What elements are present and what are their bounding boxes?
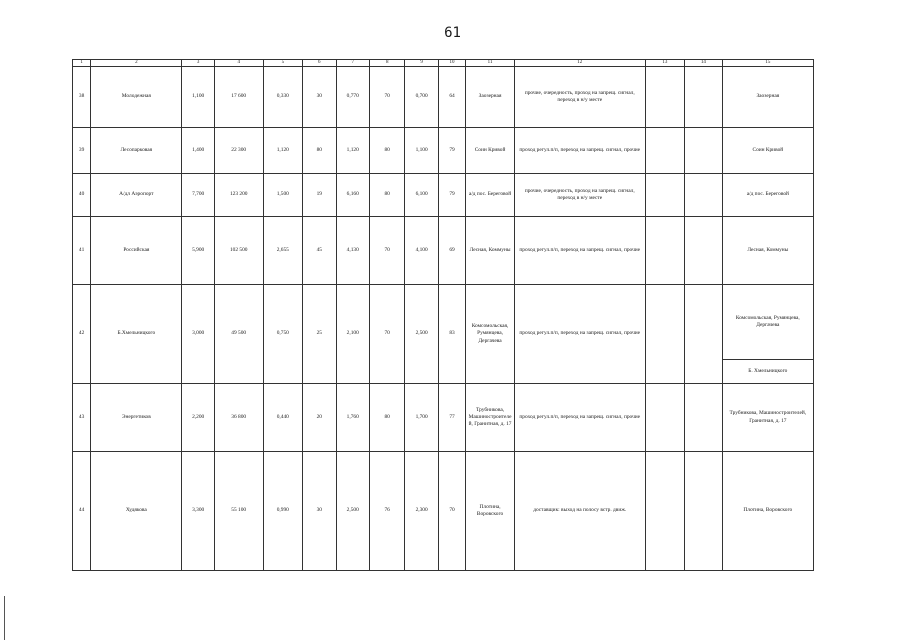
column-header: 8 — [369, 60, 404, 67]
header-row — [73, 60, 814, 67]
location-cell: Лесная, Коммуны — [466, 217, 515, 285]
cell-value: 102 500 — [214, 217, 263, 285]
street-name: Худякова — [91, 452, 182, 571]
cell-value: 7,700 — [182, 174, 214, 217]
cell-value: 17 600 — [214, 67, 263, 128]
cell-value: 1,400 — [182, 128, 214, 174]
column-header: 13 — [645, 60, 685, 67]
cell-value: 55 100 — [214, 452, 263, 571]
cell-value: 83 — [438, 285, 465, 384]
empty-cell — [685, 67, 723, 128]
cell-value: 69 — [438, 217, 465, 285]
table-row — [73, 128, 814, 174]
row-number: 41 — [73, 217, 91, 285]
location-cell: Заозерная — [466, 67, 515, 128]
cell-value: 77 — [438, 384, 465, 452]
violation-cell: прочие, очередность, проход на запрещ. сигнал, переход в н/у месте — [514, 174, 645, 217]
column-header: 12 — [514, 60, 645, 67]
column-header: 11 — [466, 60, 515, 67]
column-header: 14 — [685, 60, 723, 67]
cell-value: 4,100 — [405, 217, 438, 285]
cell-value: 80 — [369, 128, 404, 174]
location-cell: Трубникова, Машиностроителей, Гранитная, д. 17 — [722, 384, 813, 452]
cell-value: 2,300 — [405, 452, 438, 571]
table-row — [73, 452, 814, 571]
empty-cell — [685, 217, 723, 285]
column-header: 15 — [722, 60, 813, 67]
cell-value: 76 — [369, 452, 404, 571]
location-cell: Лесная, Коммуны — [722, 217, 813, 285]
street-name: Лесопарковая — [91, 128, 182, 174]
cell-value: 2,655 — [263, 217, 303, 285]
cell-value: 79 — [438, 128, 465, 174]
cell-value: 3,300 — [182, 452, 214, 571]
violation-cell: доставщик: выход на полосу встр. движ. — [514, 452, 645, 571]
cell-value: 79 — [438, 174, 465, 217]
cell-value: 22 300 — [214, 128, 263, 174]
page-number: 61 — [444, 25, 461, 41]
table-row — [73, 67, 814, 128]
empty-cell — [645, 174, 685, 217]
location-cell: Плотина, Воровского — [466, 452, 515, 571]
location-cell: а/д пос. Береговой — [466, 174, 515, 217]
cell-value: 30 — [303, 67, 336, 128]
cell-value: 0,770 — [336, 67, 369, 128]
cell-value: 1,100 — [405, 128, 438, 174]
cell-value: 5,900 — [182, 217, 214, 285]
cell-value: 30 — [303, 452, 336, 571]
location-cell: Плотина, Воровского — [722, 452, 813, 571]
table-row — [73, 285, 814, 360]
cell-value: 0,440 — [263, 384, 303, 452]
violation-cell: проход регул.п/п, переход на запрещ. сигнал, прочие — [514, 128, 645, 174]
column-header: 1 — [73, 60, 91, 67]
cell-value: 1,760 — [336, 384, 369, 452]
column-header: 9 — [405, 60, 438, 67]
violation-cell: проход регул.п/п, переход на запрещ. сигнал, прочие — [514, 285, 645, 384]
column-header: 10 — [438, 60, 465, 67]
table-row — [73, 384, 814, 452]
cell-value: 36 800 — [214, 384, 263, 452]
column-header: 6 — [303, 60, 336, 67]
column-header: 5 — [263, 60, 303, 67]
cell-value: 19 — [303, 174, 336, 217]
empty-cell — [685, 452, 723, 571]
location-cell: Соин Кривой — [722, 128, 813, 174]
data-table — [72, 59, 814, 571]
scan-edge-mark — [4, 596, 5, 640]
cell-value: 4,130 — [336, 217, 369, 285]
empty-cell — [685, 128, 723, 174]
cell-value: 45 — [303, 217, 336, 285]
location-cell: Комсомольская, Румянцева, Дергачева — [466, 285, 515, 384]
row-number: 39 — [73, 128, 91, 174]
street-name: Б.Хмельницкого — [91, 285, 182, 384]
location-cell: Заозерная — [722, 67, 813, 128]
cell-value: 49 500 — [214, 285, 263, 384]
cell-value: 6,160 — [336, 174, 369, 217]
cell-value: 1,700 — [405, 384, 438, 452]
column-header: 2 — [91, 60, 182, 67]
cell-value: 80 — [369, 174, 404, 217]
location-cell: Б. Хмельницкого — [722, 360, 813, 384]
violation-cell: проход регул.п/п, переход на запрещ. сигнал, прочие — [514, 384, 645, 452]
row-number: 43 — [73, 384, 91, 452]
cell-value: 0,990 — [263, 452, 303, 571]
cell-value: 80 — [369, 384, 404, 452]
street-name: Молодежная — [91, 67, 182, 128]
cell-value: 123 200 — [214, 174, 263, 217]
row-number: 38 — [73, 67, 91, 128]
empty-cell — [645, 128, 685, 174]
cell-value: 80 — [303, 128, 336, 174]
cell-value: 20 — [303, 384, 336, 452]
cell-value: 1,500 — [263, 174, 303, 217]
empty-cell — [645, 217, 685, 285]
column-header: 7 — [336, 60, 369, 67]
empty-cell — [685, 174, 723, 217]
cell-value: 0,330 — [263, 67, 303, 128]
street-name: А/дл Аэропорт — [91, 174, 182, 217]
violation-cell: прочие, очередность, проход на запрещ. сигнал, переход в н/у месте — [514, 67, 645, 128]
cell-value: 2,500 — [336, 452, 369, 571]
table-row — [73, 174, 814, 217]
table-row — [73, 217, 814, 285]
column-header: 3 — [182, 60, 214, 67]
cell-value: 2,500 — [405, 285, 438, 384]
cell-value: 1,120 — [263, 128, 303, 174]
empty-cell — [645, 285, 685, 384]
cell-value: 0,750 — [263, 285, 303, 384]
location-cell: а/д пос. Береговой — [722, 174, 813, 217]
street-name: Энергетиков — [91, 384, 182, 452]
cell-value: 1,120 — [336, 128, 369, 174]
cell-value: 64 — [438, 67, 465, 128]
cell-value: 2,200 — [182, 384, 214, 452]
cell-value: 0,700 — [405, 67, 438, 128]
location-cell: Соин Кривой — [466, 128, 515, 174]
cell-value: 25 — [303, 285, 336, 384]
row-number: 40 — [73, 174, 91, 217]
row-number: 44 — [73, 452, 91, 571]
empty-cell — [645, 67, 685, 128]
row-number: 42 — [73, 285, 91, 384]
violation-cell: проход регул.п/п, переход на запрещ. сигнал, прочие — [514, 217, 645, 285]
street-name: Российская — [91, 217, 182, 285]
cell-value: 70 — [369, 67, 404, 128]
empty-cell — [685, 285, 723, 384]
cell-value: 70 — [438, 452, 465, 571]
cell-value: 2,100 — [336, 285, 369, 384]
cell-value: 70 — [369, 285, 404, 384]
cell-value: 1,100 — [182, 67, 214, 128]
column-header: 4 — [214, 60, 263, 67]
cell-value: 70 — [369, 217, 404, 285]
cell-value: 3,000 — [182, 285, 214, 384]
location-cell: Комсомольская, Румянцева, Дергачева — [722, 285, 813, 360]
cell-value: 6,100 — [405, 174, 438, 217]
empty-cell — [645, 384, 685, 452]
empty-cell — [645, 452, 685, 571]
location-cell: Трубникова, Машиностроителей, Гранитная, д. 17 — [466, 384, 515, 452]
empty-cell — [685, 384, 723, 452]
